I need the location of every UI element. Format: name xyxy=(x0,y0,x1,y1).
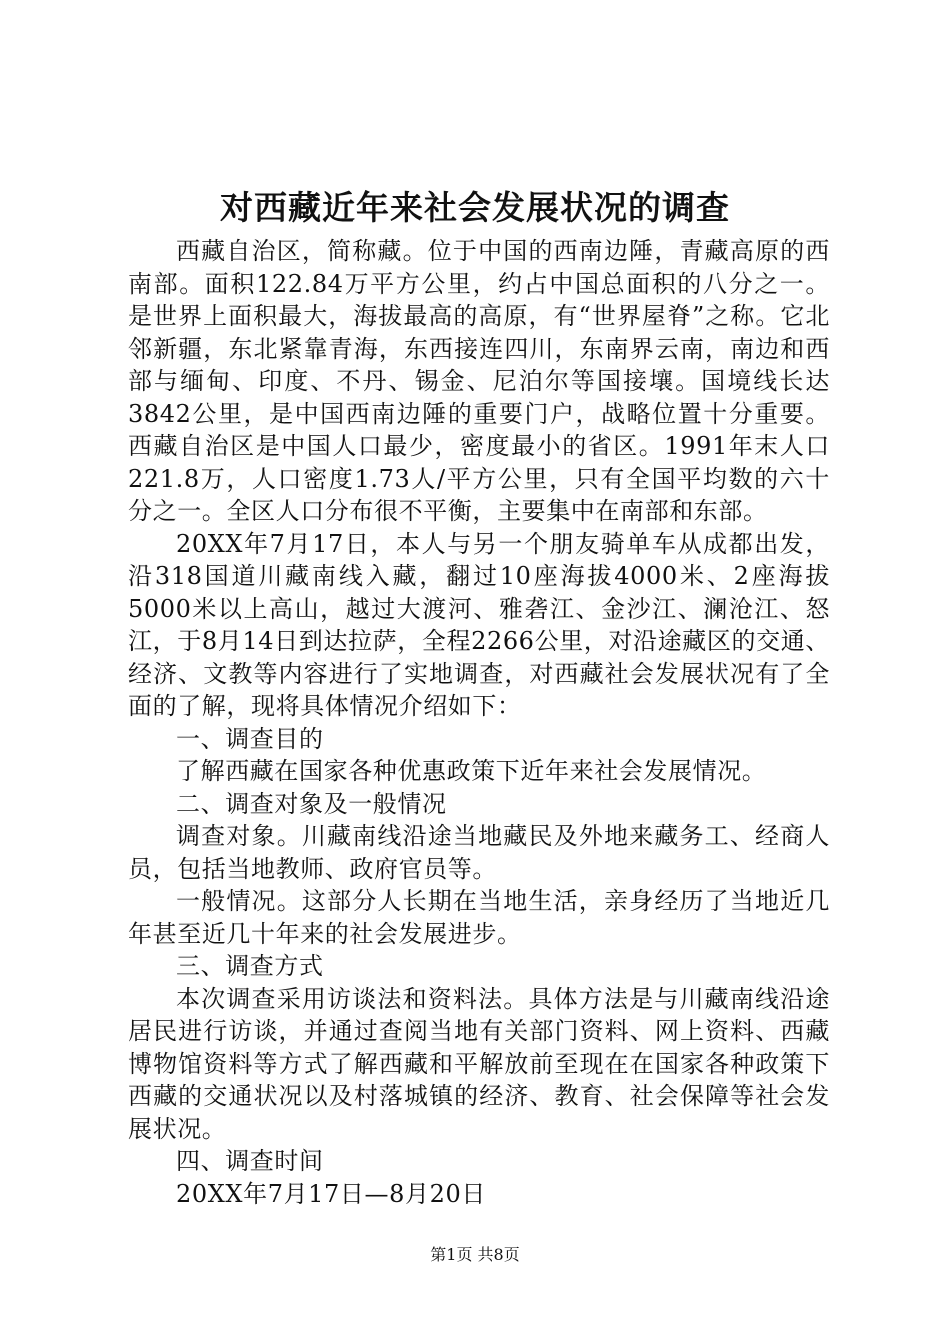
section-heading-method: 三、调查方式 xyxy=(176,952,324,980)
section-heading-purpose: 一、调查目的 xyxy=(176,724,324,753)
paragraph-general: 一般情况。这部分人长期在当地生活，亲身经历了当地近几年甚至近几十年来的社会发展进步。 xyxy=(128,887,830,948)
paragraph-purpose: 了解西藏在国家各种优惠政策下近年来社会发展情况。 xyxy=(176,757,767,785)
paragraph-method: 本次调查采用访谈法和资料法。具体方法是与川藏南线沿途居民进行访谈，并通过查阅当地有关部门资料、网上资料、西藏博物馆资料等方式了解西藏和平解放前至现在在国家各种政策下西藏的交通状况以及村落城镇的经济、教育、社会保障等社会发展状况。 xyxy=(128,984,830,1143)
paragraph-journey: 20XX年7月17日，本人与另一个朋友骑单车从成都出发，沿318国道川藏南线入藏，翻过10座海拔4000米、2座海拔5000米以上高山，越过大渡河、雅砻江、金沙江、澜沧江、怒江，于8月14日到达拉萨，全程2266公里，对沿途藏区的交通、经济、文教等内容进行了实地调查，对西藏社会发展状况有了全面的了解，现将具体情况介绍如下： xyxy=(128,529,830,720)
document-body xyxy=(128,235,830,1210)
document-title: 对西藏近年来社会发展状况的调查 xyxy=(220,188,730,227)
paragraph-subjects: 调查对象。川藏南线沿途当地藏民及外地来藏务工、经商人员，包括当地教师、政府官员等。 xyxy=(128,822,830,883)
section-heading-subjects: 二、调查对象及一般情况 xyxy=(176,789,447,818)
section-heading-time: 四、调查时间 xyxy=(176,1147,324,1175)
paragraph-time: 20XX年7月17日—8月20日 xyxy=(176,1179,486,1208)
page-footer: 第1页 共8页 xyxy=(430,1245,520,1264)
paragraph-intro: 西藏自治区，简称藏。位于中国的西南边陲，青藏高原的西南部。面积122.84万平方公里，约占中国总面积的八分之一。是世界上面积最大，海拔最高的高原，有“世界屋脊”之称。它北邻新疆，东北紧靠青海，东西接连四川，东南界云南，南边和西部与缅甸、印度、不丹、锡金、尼泊尔等国接壤。国境线长达3842公里，是中国西南边陲的重要门户，战略位置十分重要。西藏自治区是中国人口最少，密度最小的省区。1991年末人口221.8万，人口密度1.73人/平方公里，只有全国平均数的六十分之一。全区人口分布很不平衡，主要集中在南部和东部。 xyxy=(128,237,830,525)
